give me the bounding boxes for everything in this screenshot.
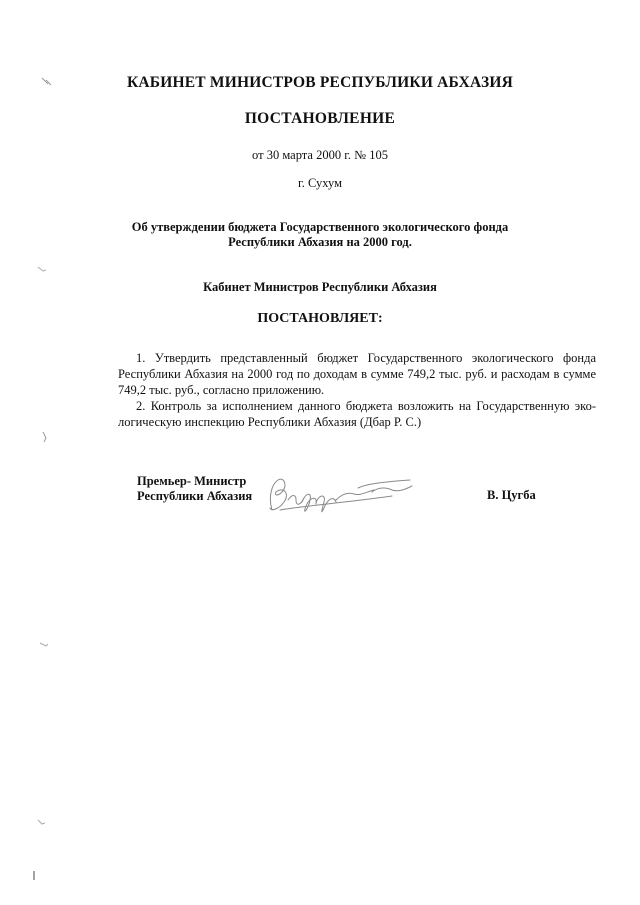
scan-speck	[40, 76, 54, 88]
paragraph-1: 1. Утвердить представленный бюджет Государственного экологического фонда Республики Абхазия на 2000 год по доходам в сумме 749,2 тыс. руб. и расходам в сумме 749,2 тыс. руб., согласно приложению.	[118, 351, 596, 397]
document-city: г. Сухум	[297, 176, 342, 190]
signatory-name: В. Цугба	[487, 488, 536, 502]
scan-speck	[36, 265, 48, 275]
cabinet-title: КАБИНЕТ МИНИСТРОВ РЕСПУБЛИКИ АБХАЗИЯ	[126, 74, 514, 91]
scan-speck	[40, 430, 52, 444]
subject-line-2: Республики Абхазия на 2000 год.	[228, 235, 412, 249]
scan-speck	[36, 818, 48, 828]
handwritten-signature	[262, 466, 422, 522]
scan-speck	[30, 870, 38, 882]
subject-line-1: Об утверждении бюджета Государственного экологического фонда	[131, 220, 509, 234]
decrees-heading: ПОСТАНОВЛЯЕТ:	[257, 311, 383, 326]
signatory-title-line-2: Республики Абхазия	[137, 489, 253, 503]
scan-speck	[38, 640, 50, 650]
document-type: ПОСТАНОВЛЕНИЕ	[244, 110, 396, 127]
document-date-number: от 30 марта 2000 г. № 105	[252, 148, 388, 162]
issuer-line: Кабинет Министров Республики Абхазия	[203, 280, 437, 294]
paragraph-2: 2. Контроль за исполнением данного бюджета возложить на Государственную эко-логическую инспекцию Республики Абхазия (Дбар Р. С.)	[118, 399, 596, 429]
signatory-title-line-1: Премьер- Министр	[137, 474, 247, 488]
